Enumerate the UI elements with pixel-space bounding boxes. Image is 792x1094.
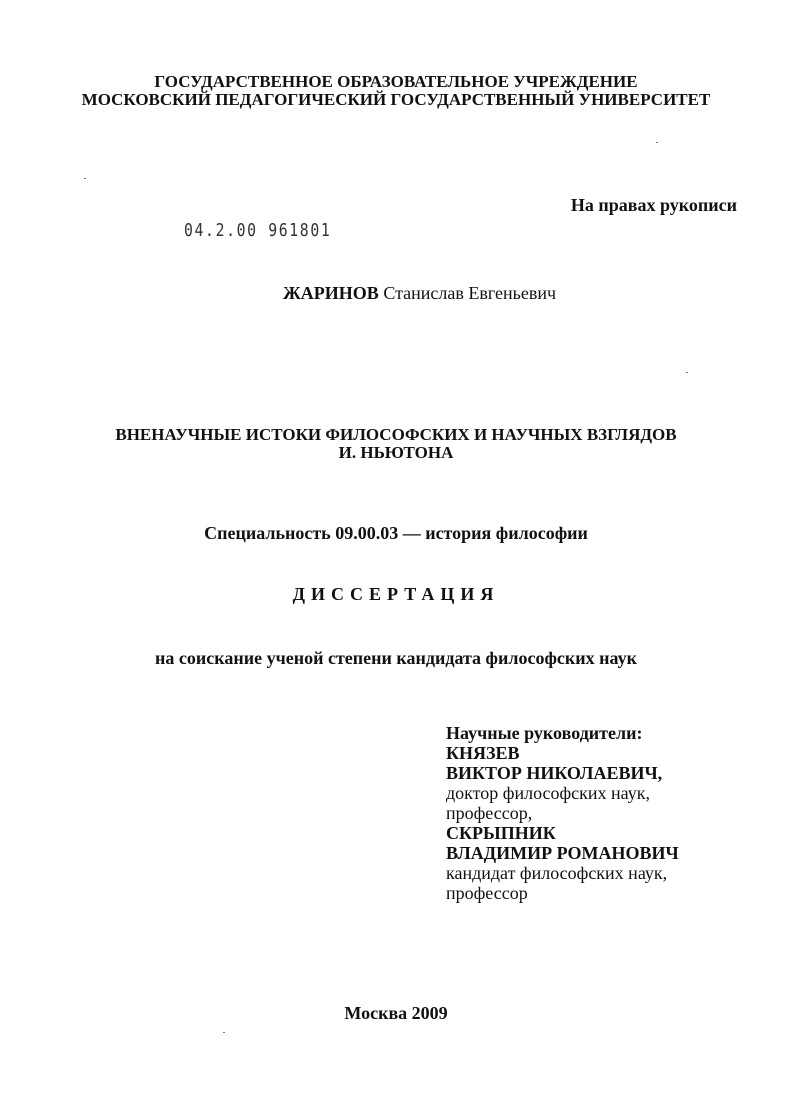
- city-year: Москва 2009: [344, 1003, 448, 1023]
- archive-stamp-number: 04.2.00 961801: [184, 220, 332, 241]
- supervisors-heading: Научные руководители:: [446, 723, 643, 743]
- institution-line-2: МОСКОВСКИЙ ПЕДАГОГИЧЕСКИЙ ГОСУДАРСТВЕННЫЙ УНИВЕРСИТЕТ: [81, 90, 711, 109]
- author-surname: ЖАРИНОВ: [283, 283, 379, 303]
- author-given-names: Станислав Евгеньевич: [383, 283, 557, 303]
- scan-speck: [686, 372, 688, 373]
- scan-speck: [656, 142, 658, 143]
- supervisor-2-name: ВЛАДИМИР РОМАНОВИЧ: [446, 843, 679, 863]
- dissertation-title-line-1: ВНЕНАУЧНЫЕ ИСТОКИ ФИЛОСОФСКИХ И НАУЧНЫХ ВЗГЛЯДОВ: [115, 425, 677, 444]
- scan-speck: [84, 178, 86, 179]
- scan-speck: [223, 1032, 225, 1033]
- supervisor-2-degree: кандидат философских наук,: [446, 863, 668, 883]
- supervisor-1-surname: КНЯЗЕВ: [446, 743, 520, 763]
- supervisor-2-surname: СКРЫПНИК: [446, 823, 556, 843]
- supervisor-2-title: профессор: [446, 883, 528, 903]
- supervisor-1-degree: доктор философских наук,: [446, 783, 650, 803]
- degree-sought: на соискание ученой степени кандидата философских наук: [155, 648, 637, 668]
- manuscript-rights-note: На правах рукописи: [570, 195, 737, 215]
- supervisor-1-title: профессор,: [446, 803, 533, 823]
- supervisor-1-name: ВИКТОР НИКОЛАЕВИЧ,: [446, 763, 663, 783]
- dissertation-title-line-2: И. НЬЮТОНА: [338, 443, 454, 462]
- institution-line-1: ГОСУДАРСТВЕННОЕ ОБРАЗОВАТЕЛЬНОЕ УЧРЕЖДЕНИЕ: [154, 72, 638, 91]
- supervisors-block: [446, 723, 679, 903]
- specialty: Специальность 09.00.03 — история философии: [204, 523, 588, 543]
- author-name: [283, 283, 556, 304]
- document-type: ДИССЕРТАЦИЯ: [292, 584, 500, 604]
